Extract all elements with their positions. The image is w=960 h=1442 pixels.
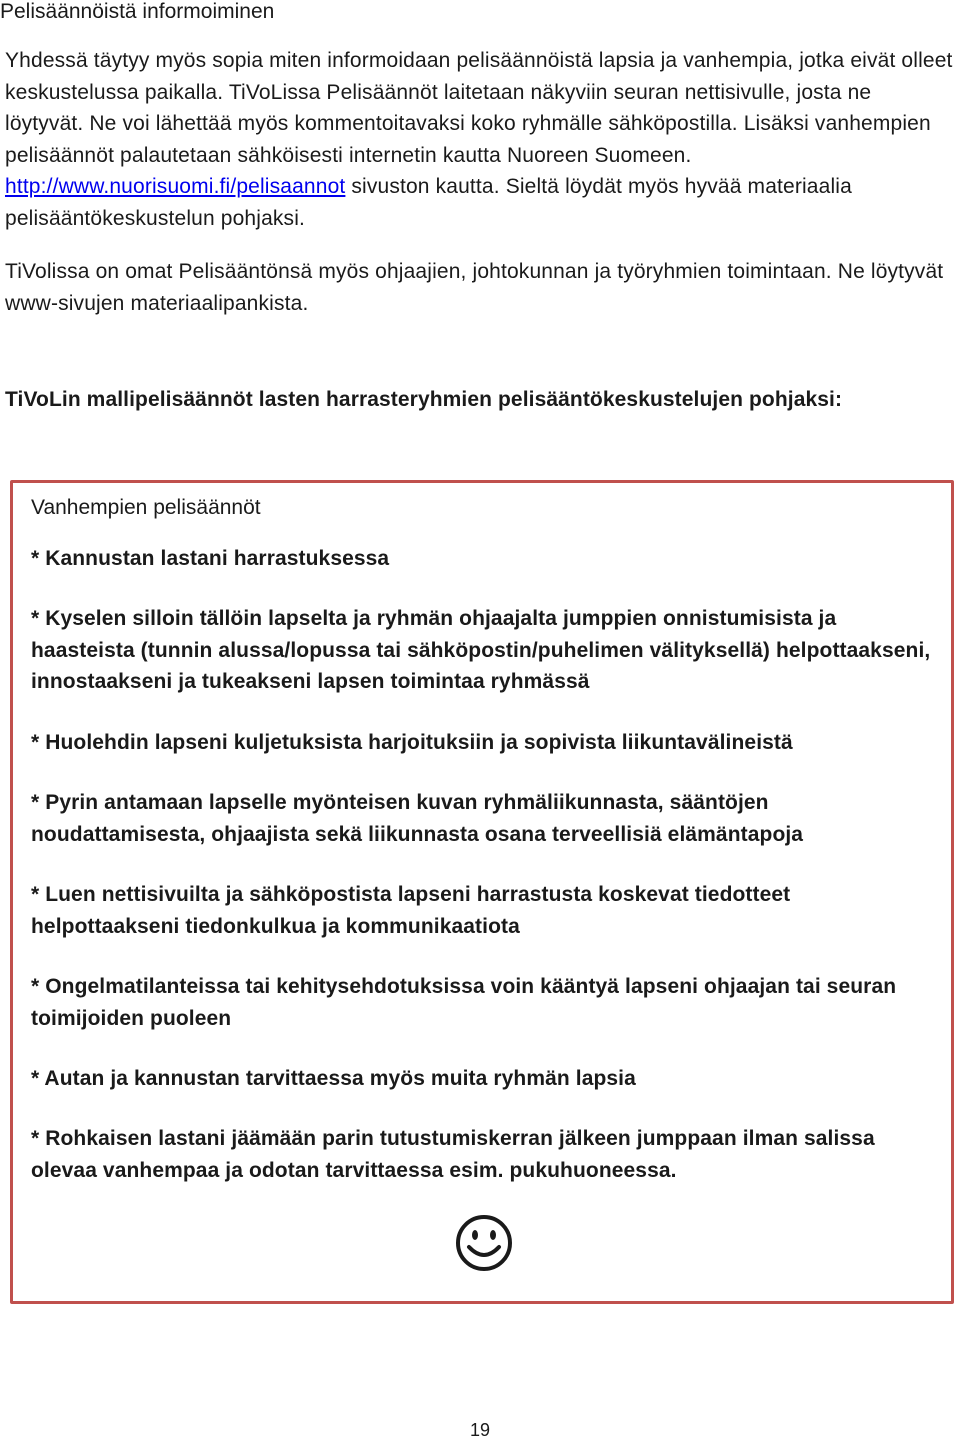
smiley-face-icon — [454, 1213, 514, 1273]
rule-item: * Rohkaisen lastani jäämään parin tutustumiskerran jälkeen jumppaan ilman salissa olevaa vanhempaa ja odotan tarvittaessa esim. pukuhuoneessa. — [31, 1127, 875, 1182]
info-text-before-link: Yhdessä täytyy myös sopia miten informoidaan pelisäännöistä lapsia ja vanhempia, jotka eivät olleet keskustelussa paikalla. TiVoLissa Pelisäännöt laitetaan näkyviin seuran nettisivulle, josta ne löytyvät. Ne voi lähettää myös kommentoitavaksi koko ryhmälle sähköpostilla. Lisäksi vanhempien pelisäännöt palautetaan sähköisesti internetin kautta Nuoreen Suomeen. — [5, 49, 953, 167]
nuorisuomi-link[interactable]: http://www.nuorisuomi.fi/pelisaannot — [5, 175, 346, 198]
page-number: 19 — [469, 1420, 491, 1440]
rule-item: * Huolehdin lapseni kuljetuksista harjoituksiin ja sopivista liikuntavälineistä — [31, 731, 793, 754]
parent-rules-box — [10, 480, 954, 1304]
parent-rules-title: Vanhempien pelisäännöt — [31, 496, 261, 519]
section-heading: Pelisäännöistä informoiminen — [0, 0, 275, 23]
info-text-after-link: sivuston kautta. Sieltä löydät myös hyvää materiaalia pelisääntökeskustelun pohjaksi. — [5, 175, 852, 230]
rule-item: * Kannustan lastani harrastuksessa — [31, 547, 390, 570]
info-paragraph — [5, 45, 955, 234]
rule-item: * Luen nettisivuilta ja sähköpostista lapseni harrastusta koskevat tiedotteet helpottaakseni tiedonkulkua ja kommunikaatiota — [31, 883, 791, 938]
rule-item: * Ongelmatilanteissa tai kehitysehdotuksissa voin kääntyä lapseni ohjaajan tai seuran toimijoiden puoleen — [31, 975, 897, 1030]
model-rules-title: TiVoLin mallipelisäännöt lasten harrasteryhmien pelisääntökeskustelujen pohjaksi: — [5, 388, 843, 411]
rule-item: * Autan ja kannustan tarvittaessa myös muita ryhmän lapsia — [31, 1067, 636, 1090]
rule-item: * Pyrin antamaan lapselle myönteisen kuvan ryhmäliikunnasta, sääntöjen noudattamisesta, ohjaajista sekä liikunnasta osana terveellisiä elämäntapoja — [31, 791, 804, 846]
rule-item: * Kyselen silloin tällöin lapselta ja ryhmän ohjaajalta jumppien onnistumisista ja haasteista (tunnin alussa/lopussa tai sähköpostin/puhelimen välityksellä) helpottaakseni, innostaakseni ja tukeakseni lapsen toimintaa ryhmässä — [31, 607, 931, 693]
staff-rules-paragraph: TiVolissa on omat Pelisääntönsä myös ohjaajien, johtokunnan ja työryhmien toimintaan. Ne löytyvät www-sivujen materiaalipankista. — [5, 260, 944, 315]
